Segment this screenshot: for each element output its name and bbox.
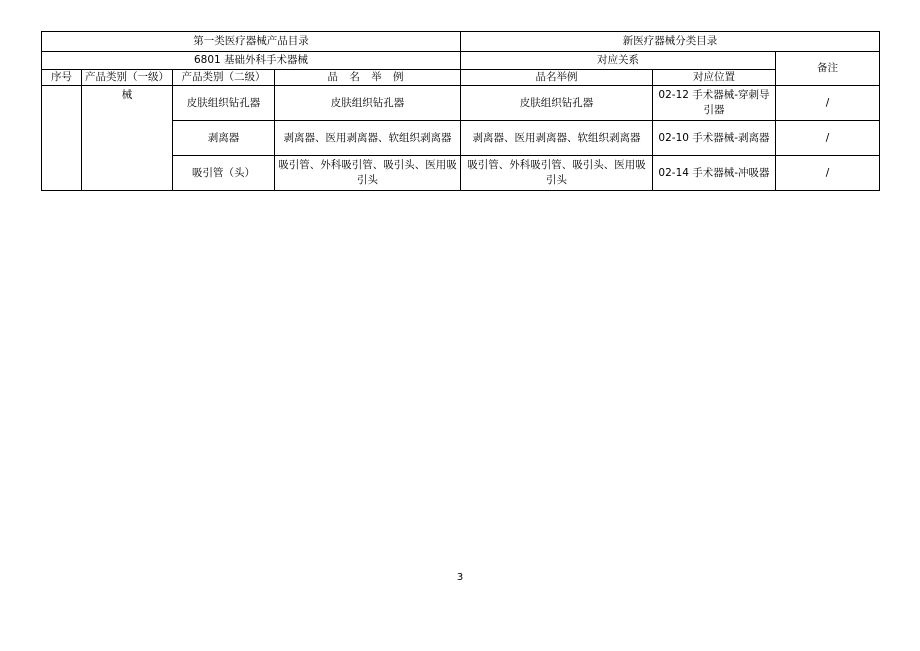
- mapping-header: 对应关系: [461, 52, 776, 70]
- position-cell: 02-14 手术器械-冲吸器: [653, 156, 776, 191]
- new-examples-cell: 皮肤组织钻孔器: [461, 86, 653, 121]
- remark-cell: /: [776, 156, 880, 191]
- col-new-examples-header: 品名举例: [461, 70, 653, 86]
- position-cell: 02-12 手术器械-穿刺导引器: [653, 86, 776, 121]
- examples-cell: 皮肤组织钻孔器: [275, 86, 461, 121]
- examples-cell: 剥离器、医用剥离器、软组织剥离器: [275, 121, 461, 156]
- table-row: [42, 86, 880, 121]
- header-row-2: [42, 52, 880, 70]
- category-code: 6801 基础外科手术器械: [42, 52, 461, 70]
- catalog-table: [41, 31, 880, 191]
- remark-cell: /: [776, 86, 880, 121]
- col-examples-header: 品 名 举 例: [275, 70, 461, 86]
- header-row-1: [42, 32, 880, 52]
- col-seq-header: 序号: [42, 70, 82, 86]
- examples-cell: 吸引管、外科吸引管、吸引头、医用吸引头: [275, 156, 461, 191]
- level2-cell: 皮肤组织钻孔器: [173, 86, 275, 121]
- position-cell: 02-10 手术器械-剥离器: [653, 121, 776, 156]
- col-position-header: 对应位置: [653, 70, 776, 86]
- new-examples-cell: 吸引管、外科吸引管、吸引头、医用吸引头: [461, 156, 653, 191]
- remark-cell: /: [776, 121, 880, 156]
- col-level2-header: 产品类别（二级）: [173, 70, 275, 86]
- header-row-3: [42, 70, 880, 86]
- level1-cell: 械: [82, 86, 173, 191]
- new-examples-cell: 剥离器、医用剥离器、软组织剥离器: [461, 121, 653, 156]
- seq-cell: [42, 86, 82, 191]
- right-title: 新医疗器械分类目录: [461, 32, 880, 52]
- page-number: 3: [456, 572, 464, 583]
- level2-cell: 吸引管（头）: [173, 156, 275, 191]
- col-level1-header: 产品类别（一级）: [82, 70, 173, 86]
- remarks-header: 备注: [776, 52, 880, 86]
- level2-cell: 剥离器: [173, 121, 275, 156]
- left-title: 第一类医疗器械产品目录: [42, 32, 461, 52]
